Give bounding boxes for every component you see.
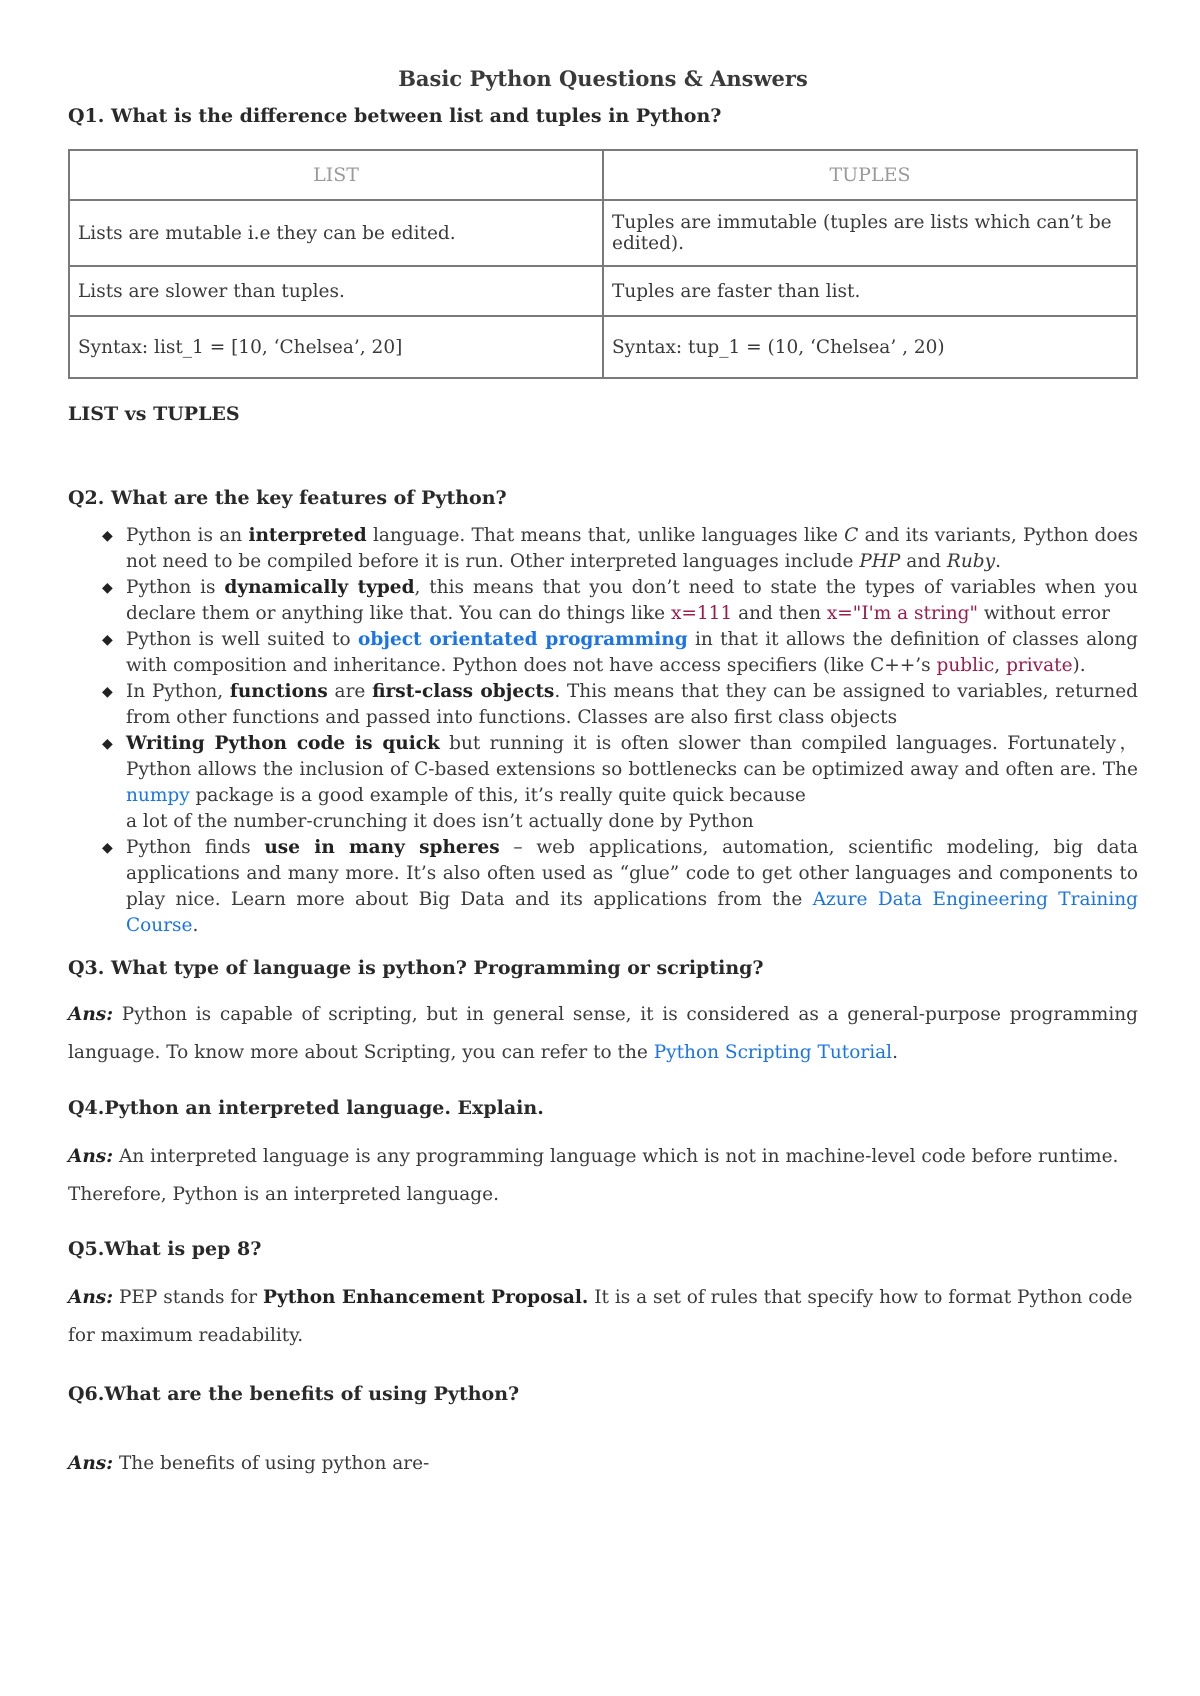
list-vs-tuples-table xyxy=(68,149,1138,379)
list-item: ◆ Writing Python code is quick but running it is often slower than compiled languages. Fortunately，Python allows the inclusion of C-based extensions so bottlenecks can be optimized away and often are. The numpy package is a good example of this, it’s really quite quick because a lot of the number-crunching it does isn’t actually done by Python xyxy=(102,733,1139,832)
table-row xyxy=(69,316,1137,378)
scripting-tutorial-link[interactable]: Python Scripting Tutorial xyxy=(653,1042,893,1063)
table-cell: Lists are mutable i.e they can be edited. xyxy=(69,200,603,266)
table-cell: Lists are slower than tuples. xyxy=(69,266,603,316)
list-item: ◆ Python is well suited to object orientated programming in that it allows the definition of classes along with composition and inheritance. Python does not have access specifiers (like C++’s public, private). xyxy=(102,629,1138,676)
table-cell: Syntax: list_1 = [10, ‘Chelsea’, 20] xyxy=(69,316,603,378)
bullet-icon: ◆ xyxy=(102,580,113,596)
features-list xyxy=(68,523,1138,939)
bullet-icon: ◆ xyxy=(102,632,113,648)
q6-answer: Ans: The benefits of using python are- xyxy=(68,1453,430,1474)
q4-heading: Q4.Python an interpreted language. Explain. xyxy=(68,1097,544,1119)
bullet-icon: ◆ xyxy=(102,840,113,856)
table-cell: Syntax: tup_1 = (10, ‘Chelsea’ , 20) xyxy=(603,316,1137,378)
table-row xyxy=(69,200,1137,266)
code-snippet: x=111 xyxy=(670,603,733,624)
q3-answer: Ans: Python is capable of scripting, but in general sense, it is considered as a general-purpose programming language. To know more about Scripting, you can refer to the Python Scripting Tutorial. xyxy=(68,1004,1138,1063)
bullet-icon: ◆ xyxy=(102,736,113,752)
q4-answer: Ans: An interpreted language is any programming language which is not in machine-level code before runtime. Therefore, Python is an interpreted language. xyxy=(68,1146,1119,1205)
table-cell: Tuples are faster than list. xyxy=(603,266,1137,316)
bullet-icon: ◆ xyxy=(102,528,113,544)
table-header-list: LIST xyxy=(69,150,603,200)
azure-course-link[interactable]: Azure Data Engineering Training Course xyxy=(126,889,1138,936)
table-header-row xyxy=(69,150,1137,200)
table-row xyxy=(69,266,1137,316)
q2-heading: Q2. What are the key features of Python? xyxy=(68,487,507,509)
list-item: ◆ Python finds use in many spheres – web applications, automation, scientific modeling, big data applications and many more. It’s also often used as “glue” code to get other languages and components to play nice. Learn more about Big Data and its applications from the Azure Data Engineering Training Course. xyxy=(102,837,1139,936)
q5-heading: Q5.What is pep 8? xyxy=(68,1238,262,1260)
q1-heading: Q1. What is the difference between list and tuples in Python? xyxy=(68,105,722,127)
bullet-icon: ◆ xyxy=(102,684,113,700)
code-snippet: private xyxy=(1006,655,1073,676)
oop-link[interactable]: object orientated programming xyxy=(358,629,688,650)
q5-answer: Ans: PEP stands for Python Enhancement Proposal. It is a set of rules that specify how to format Python code for maximum readability. xyxy=(68,1287,1133,1346)
list-item: ◆ Python is dynamically typed, this means that you don’t need to state the types of variables when you declare them or anything like that. You can do things like x=111 and then x="I'm a string" without error xyxy=(102,577,1138,624)
table-caption: LIST vs TUPLES xyxy=(68,403,240,425)
list-item: ◆ Python is an interpreted language. That means that, unlike languages like C and its variants, Python does not need to be compiled before it is run. Other interpreted languages include PHP and Ruby. xyxy=(102,525,1138,572)
q3-heading: Q3. What type of language is python? Programming or scripting? xyxy=(68,957,764,979)
document-title: Basic Python Questions & Answers xyxy=(398,66,808,91)
code-snippet: public xyxy=(936,655,995,676)
numpy-link[interactable]: numpy xyxy=(126,785,190,806)
code-snippet: x="I'm a string" xyxy=(826,603,979,624)
table-header-tuples: TUPLES xyxy=(603,150,1137,200)
table-cell: Tuples are immutable (tuples are lists which can’t be edited). xyxy=(603,200,1137,266)
list-item: ◆ In Python, functions are first-class objects. This means that they can be assigned to variables, returned from other functions and passed into functions. Classes are also first class objects xyxy=(102,681,1138,728)
q6-heading: Q6.What are the benefits of using Python? xyxy=(68,1383,520,1405)
